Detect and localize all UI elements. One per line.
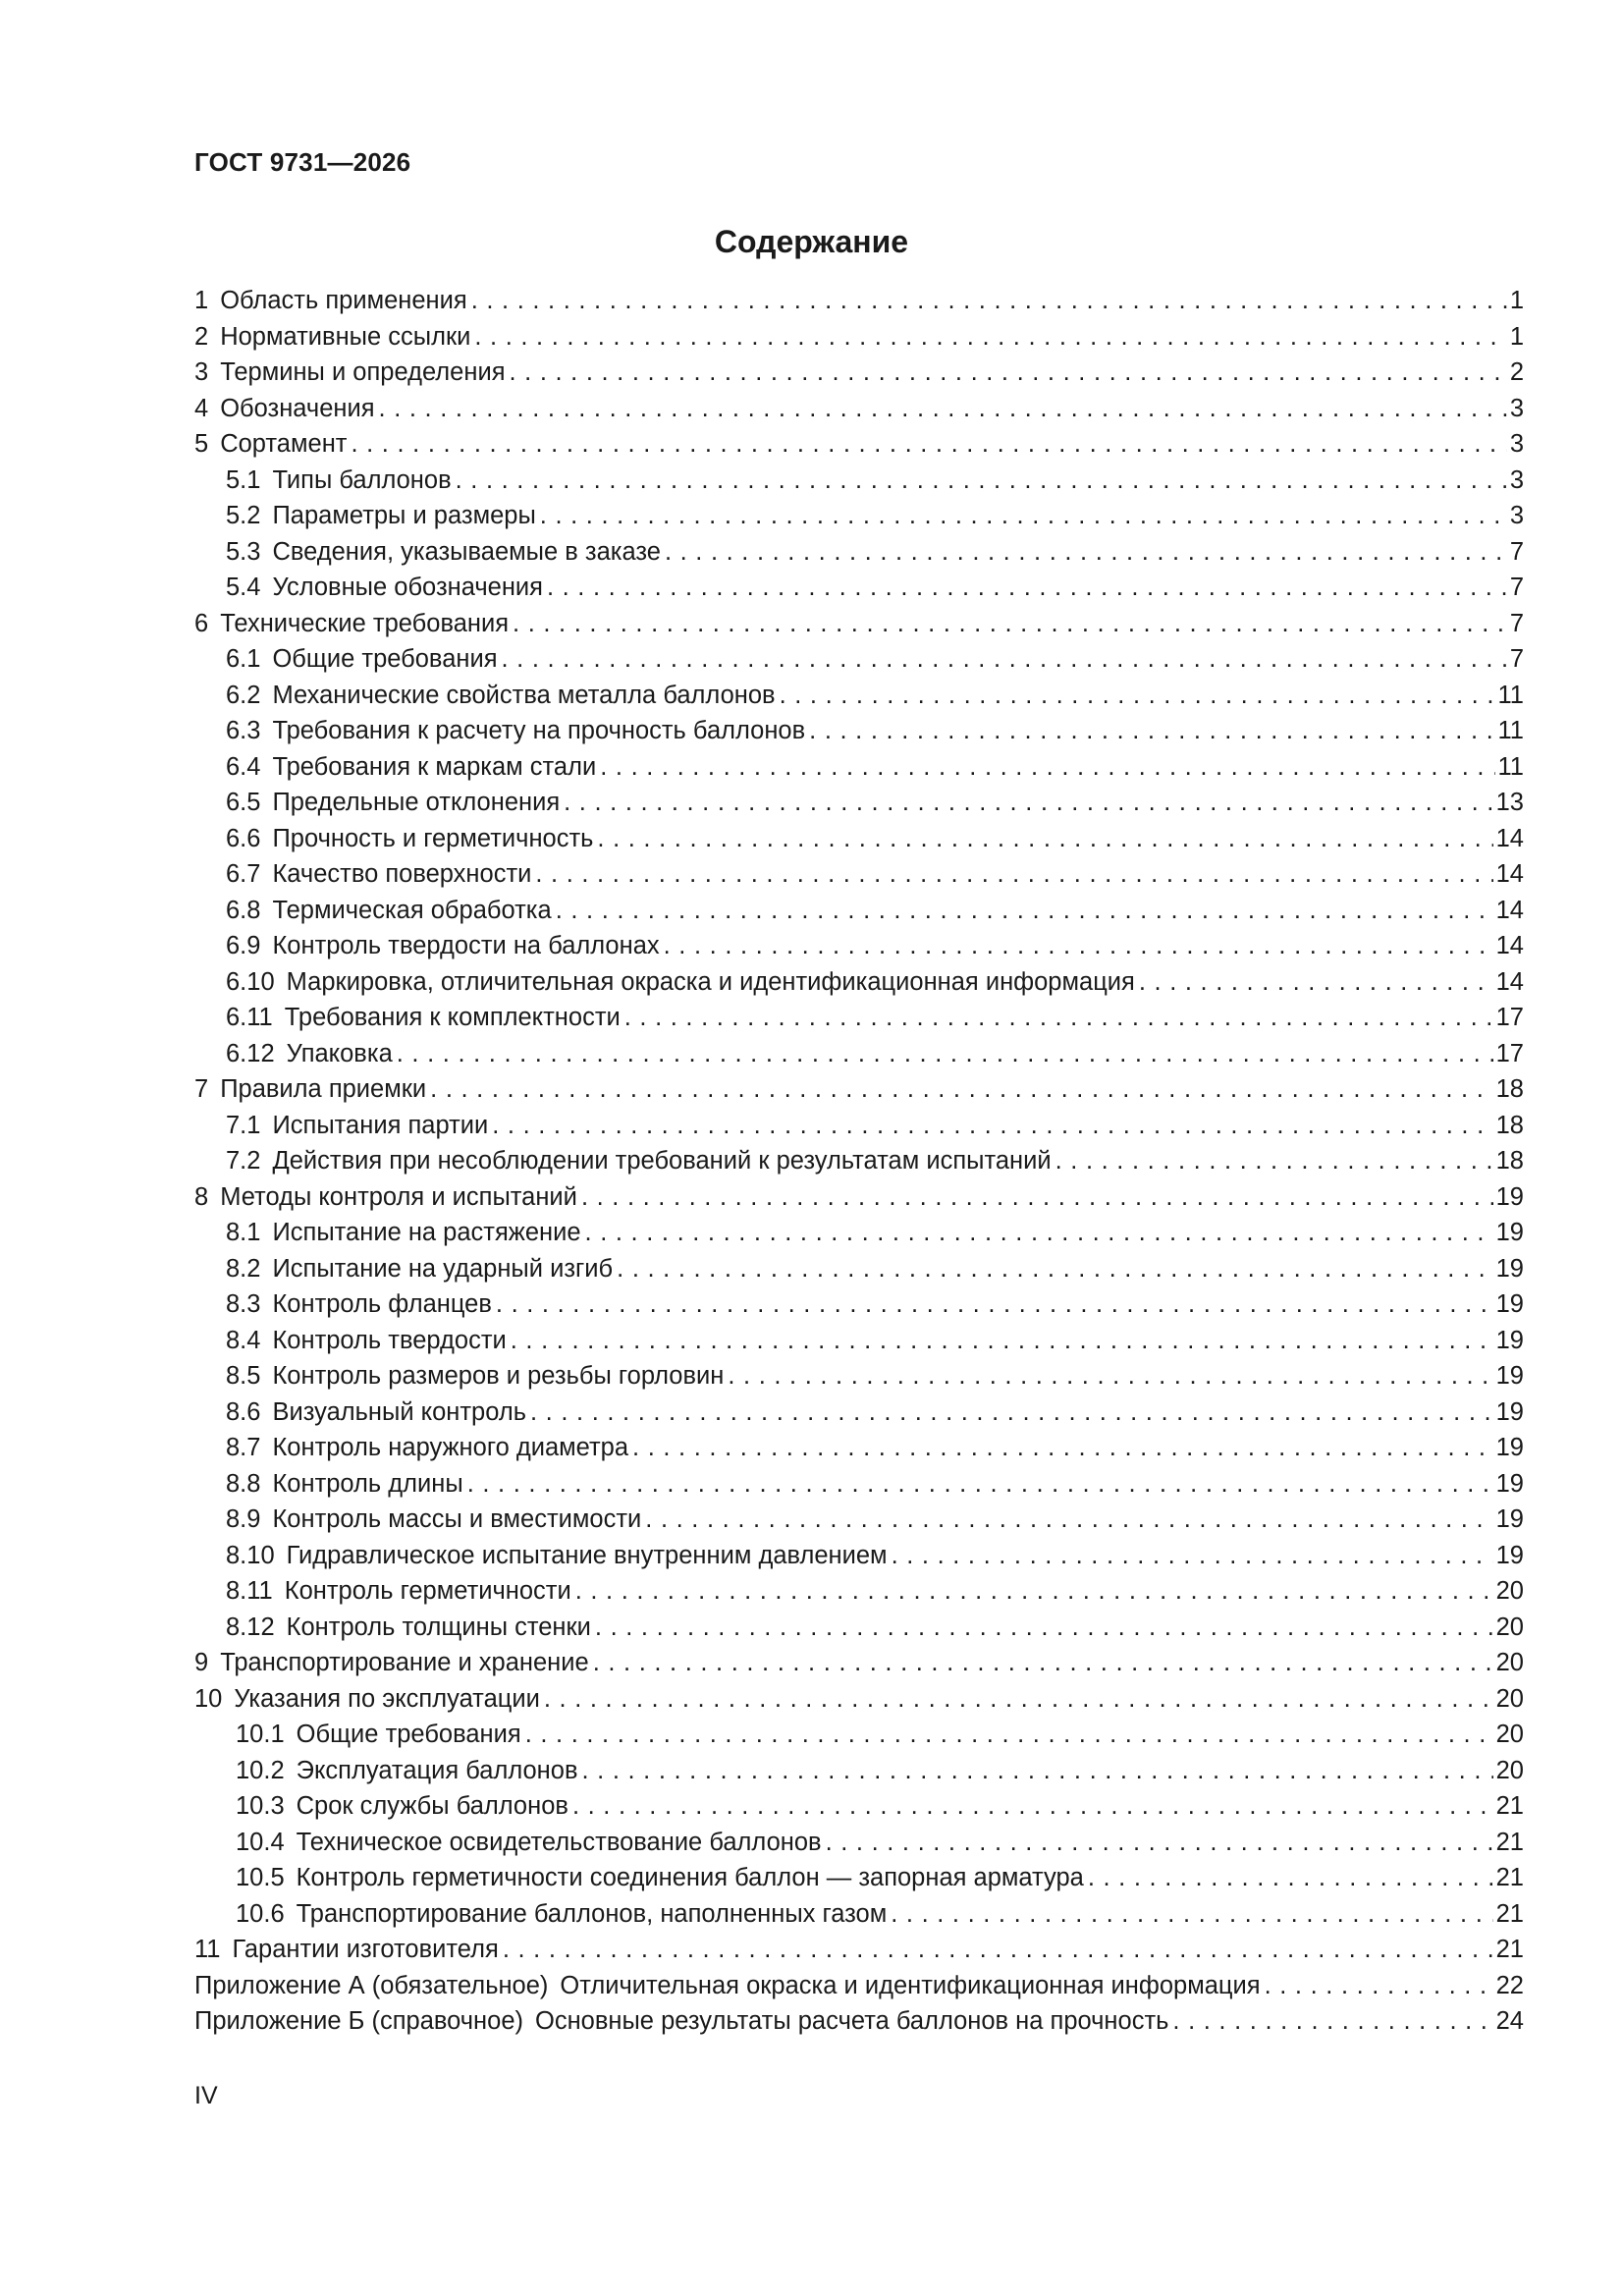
toc-entry[interactable] (194, 610, 1524, 646)
toc-entry-title (194, 287, 467, 315)
toc-entry-number: 6.12 (226, 1039, 275, 1067)
toc-entry-page: 19 (1495, 1397, 1524, 1426)
toc-leader-dots (1172, 2007, 1492, 2036)
toc-entry-number: 8.1 (226, 1219, 261, 1246)
toc-entry-page: 19 (1495, 1505, 1524, 1533)
toc-entry[interactable] (194, 645, 1524, 682)
toc-leader-dots (456, 466, 1507, 495)
toc-entry[interactable] (194, 1183, 1524, 1220)
toc-entry-label: Визуальный контроль (272, 1397, 527, 1426)
toc-entry[interactable] (194, 1255, 1524, 1291)
toc-entry-page: 21 (1495, 1864, 1524, 1891)
toc-entry-label: Транспортирование баллонов, наполненных газом (296, 1899, 888, 1928)
toc-entry-label: Типы баллонов (272, 465, 452, 494)
toc-entry[interactable] (194, 1004, 1524, 1040)
toc-entry-label: Контроль герметичности соединения баллон — запорная арматура (296, 1864, 1084, 1891)
toc-entry-label: Правила приемки (220, 1075, 427, 1103)
toc-entry-title (194, 430, 347, 459)
toc-entry[interactable] (194, 1685, 1524, 1722)
toc-entry-number: 6.10 (226, 967, 275, 996)
toc-entry[interactable] (194, 1613, 1524, 1650)
toc-entry-title (226, 466, 452, 495)
toc-entry-number: 10.6 (236, 1899, 285, 1928)
toc-entry-label: Контроль твердости на баллонах (272, 932, 660, 959)
toc-leader-dots (664, 932, 1493, 960)
toc-entry-label: Требования к комплектности (284, 1004, 621, 1031)
toc-entry-page: 11 (1497, 717, 1524, 744)
toc-entry-number: 6.7 (226, 860, 261, 888)
toc-entry-page: 19 (1495, 1362, 1524, 1390)
toc-entry-page: 21 (1495, 1792, 1524, 1820)
toc-entry-title (226, 1505, 641, 1534)
toc-entry-label: Параметры и размеры (272, 502, 536, 529)
toc-entry-page: 19 (1495, 1469, 1524, 1498)
toc-entry[interactable] (194, 574, 1524, 610)
toc-entry[interactable] (194, 1327, 1524, 1363)
toc-entry-number: 8.12 (226, 1613, 275, 1641)
toc-entry[interactable] (194, 1505, 1524, 1542)
toc-entry-title (226, 682, 776, 710)
toc-entry-title (226, 538, 661, 567)
toc-entry[interactable] (194, 717, 1524, 753)
toc-entry-title (236, 1864, 1084, 1892)
toc-entry-page: 17 (1495, 1004, 1524, 1031)
toc-leader-dots (575, 1577, 1493, 1606)
toc-entry-number: 8.6 (226, 1397, 261, 1426)
toc-leader-dots (809, 717, 1494, 745)
toc-entry-label: Действия при несоблюдении требований к результатам испытаний (272, 1147, 1052, 1175)
toc-leader-dots (624, 1004, 1493, 1032)
toc-entry-number: 8.2 (226, 1254, 261, 1283)
toc-entry-page: 7 (1509, 574, 1524, 601)
toc-entry-title (236, 1900, 887, 1929)
toc-entry-title (226, 968, 1135, 997)
toc-entry-page: 19 (1495, 1219, 1524, 1246)
toc-entry[interactable] (194, 1757, 1524, 1793)
toc-leader-dots (525, 1721, 1493, 1749)
toc-entry-number: 8.4 (226, 1326, 261, 1354)
toc-leader-dots (556, 897, 1493, 925)
toc-entry-title (226, 897, 552, 925)
toc-leader-dots (351, 430, 1506, 459)
toc-leader-dots (632, 1434, 1493, 1462)
toc-entry-label: Испытания партии (272, 1111, 489, 1139)
toc-entry-page: 20 (1495, 1684, 1524, 1713)
toc-entry-label: Контроль твердости (272, 1326, 507, 1354)
toc-leader-dots (530, 1398, 1493, 1427)
toc-entry-title (226, 825, 593, 853)
toc-leader-dots (471, 287, 1507, 315)
toc-entry[interactable] (194, 1649, 1524, 1685)
toc-entry[interactable] (194, 1792, 1524, 1829)
toc-entry-number: 5.1 (226, 465, 261, 494)
toc-entry-page: 1 (1509, 287, 1524, 314)
toc-entry-number: 8.8 (226, 1469, 261, 1498)
toc-entry-number: 6 (194, 609, 209, 637)
toc-leader-dots (593, 1649, 1493, 1677)
toc-leader-dots (397, 1040, 1493, 1068)
toc-entry-title (236, 1757, 578, 1785)
toc-entry-number: 7.2 (226, 1147, 261, 1175)
toc-entry-label: Качество поверхности (272, 860, 532, 888)
toc-entry-number: 8.5 (226, 1362, 261, 1390)
toc-entry-number: 9 (194, 1649, 209, 1676)
toc-entry-page: 7 (1509, 537, 1524, 566)
toc-entry-label: Контроль массы и вместимости (272, 1505, 642, 1533)
toc-entry-number: 5.4 (226, 574, 261, 601)
toc-title: Содержание (714, 224, 909, 259)
toc-entry-label: Транспортирование и хранение (220, 1649, 589, 1676)
toc-entry-label: Термины и определения (220, 358, 506, 386)
toc-entry[interactable] (194, 430, 1524, 466)
toc-entry-number: 8.9 (226, 1505, 261, 1533)
toc-entry-page: 7 (1509, 645, 1524, 673)
toc-entry-number: 10.3 (236, 1792, 285, 1820)
toc-entry-label: Контроль герметичности (284, 1577, 571, 1605)
toc-entry-number: 5.2 (226, 502, 261, 529)
toc-entry-number: 6.6 (226, 824, 261, 852)
toc-entry-number: 6.5 (226, 789, 261, 816)
toc-entry-page: 19 (1495, 1326, 1524, 1354)
toc-entry-label: Требования к маркам стали (272, 752, 597, 781)
toc-entry[interactable] (194, 1542, 1524, 1578)
toc-entry-label: Указания по эксплуатации (234, 1684, 540, 1713)
toc-entry[interactable] (194, 860, 1524, 897)
toc-leader-dots (1265, 1972, 1493, 2000)
toc-entry-number: 2 (194, 322, 209, 351)
toc-leader-dots (892, 1542, 1493, 1570)
toc-entry[interactable] (194, 502, 1524, 538)
toc-leader-dots (1139, 968, 1493, 997)
toc-leader-dots (467, 1470, 1493, 1499)
toc-leader-dots (891, 1900, 1492, 1929)
toc-entry-label: Прочность и герметичность (272, 824, 594, 852)
toc-entry-number: Приложение Б (справочное) (194, 2007, 523, 2035)
toc-entry-label: Нормативные ссылки (220, 322, 471, 351)
toc-entry-label: Испытание на ударный изгиб (272, 1254, 614, 1283)
toc-entry-label: Срок службы баллонов (296, 1792, 568, 1820)
toc-entry-page: 18 (1495, 1111, 1524, 1139)
toc-leader-dots (544, 1685, 1493, 1714)
toc-entry-title (226, 717, 805, 745)
toc-entry-title (226, 1290, 492, 1319)
toc-entry-title (194, 1183, 577, 1212)
toc-entry-number: 1 (194, 287, 209, 314)
toc-entry-page: 2 (1509, 358, 1524, 386)
toc-entry-title (226, 1434, 628, 1462)
toc-entry-number: 6.9 (226, 932, 261, 959)
table-of-contents (194, 287, 1524, 2044)
toc-entry-page: 20 (1495, 1613, 1524, 1641)
toc-entry-title (226, 1470, 463, 1499)
toc-entry-title (226, 1219, 581, 1247)
toc-entry[interactable] (194, 1219, 1524, 1255)
toc-entry[interactable] (194, 1936, 1524, 1972)
toc-entry[interactable] (194, 1290, 1524, 1327)
toc-leader-dots (540, 502, 1507, 530)
toc-entry-label: Условные обозначения (272, 574, 543, 601)
toc-entry-page: 3 (1509, 394, 1524, 422)
toc-entry-title (226, 1362, 724, 1391)
toc-entry-title (226, 1398, 526, 1427)
toc-entry-page: 20 (1495, 1649, 1524, 1676)
toc-entry-page: 14 (1495, 967, 1524, 996)
toc-entry-label: Испытание на растяжение (272, 1219, 581, 1246)
toc-leader-dots (582, 1757, 1493, 1785)
toc-entry-title (194, 323, 470, 352)
toc-entry-number: 10.5 (236, 1864, 285, 1891)
toc-leader-dots (728, 1362, 1492, 1391)
toc-entry-page: 3 (1509, 465, 1524, 494)
toc-entry[interactable] (194, 395, 1524, 431)
toc-entry[interactable] (194, 682, 1524, 718)
toc-entry[interactable] (194, 1829, 1524, 1865)
toc-entry-title (194, 358, 506, 387)
toc-entry-page: 19 (1495, 1182, 1524, 1211)
toc-entry-page: 14 (1495, 860, 1524, 888)
toc-entry-page: 21 (1495, 1899, 1524, 1928)
toc-leader-dots (513, 610, 1507, 638)
toc-entry-title (194, 1936, 499, 1964)
toc-entry-page: 19 (1495, 1254, 1524, 1283)
toc-leader-dots (1088, 1864, 1493, 1892)
toc-entry-page: 19 (1495, 1290, 1524, 1318)
toc-leader-dots (585, 1219, 1493, 1247)
toc-leader-dots (780, 682, 1495, 710)
toc-leader-dots (645, 1505, 1492, 1534)
toc-entry-label: Упаковка (286, 1039, 393, 1067)
toc-entry-page: 19 (1495, 1541, 1524, 1569)
toc-entry-number: 6.11 (226, 1004, 273, 1031)
toc-entry[interactable] (194, 1112, 1524, 1148)
toc-entry-label: Контроль длины (272, 1469, 463, 1498)
toc-entry[interactable] (194, 1398, 1524, 1435)
toc-entry[interactable] (194, 323, 1524, 359)
toc-entry-page: 18 (1495, 1075, 1524, 1103)
toc-entry-page: 20 (1495, 1721, 1524, 1748)
toc-entry-page: 21 (1495, 1828, 1524, 1856)
toc-entry[interactable] (194, 1864, 1524, 1900)
toc-entry-number: 10.2 (236, 1756, 285, 1784)
toc-leader-dots (492, 1112, 1492, 1140)
toc-entry-page: 20 (1495, 1756, 1524, 1784)
toc-entry-title (226, 789, 560, 817)
toc-entry-page: 19 (1495, 1434, 1524, 1461)
toc-entry-page: 22 (1495, 1971, 1524, 1999)
toc-entry[interactable] (194, 2007, 1524, 2044)
toc-entry-label: Методы контроля и испытаний (220, 1182, 577, 1211)
toc-entry-number: 6.4 (226, 752, 261, 781)
toc-entry-title (226, 1327, 507, 1355)
toc-entry-number: 4 (194, 394, 209, 422)
toc-entry-title (194, 1649, 589, 1677)
toc-entry-title (226, 753, 596, 782)
toc-leader-dots (474, 323, 1506, 352)
toc-entry-page: 11 (1497, 752, 1524, 781)
toc-entry-number: 8.3 (226, 1290, 261, 1318)
toc-leader-dots (510, 358, 1507, 387)
toc-entry[interactable] (194, 1040, 1524, 1076)
toc-entry-label: Основные результаты расчета баллонов на прочность (535, 2007, 1169, 2035)
toc-entry-number: 10 (194, 1684, 223, 1713)
toc-entry[interactable] (194, 897, 1524, 933)
toc-entry-label: Сведения, указываемые в заказе (272, 537, 661, 566)
toc-entry-number: 11 (194, 1936, 221, 1963)
toc-entry[interactable] (194, 1147, 1524, 1183)
toc-entry-number: 10.4 (236, 1828, 285, 1856)
toc-entry-number: 6.3 (226, 717, 261, 744)
toc-entry-title (194, 1685, 540, 1714)
toc-leader-dots (535, 860, 1492, 889)
toc-entry-title (236, 1721, 521, 1749)
toc-entry-label: Эксплуатация баллонов (296, 1756, 578, 1784)
toc-entry-page: 14 (1495, 824, 1524, 852)
toc-leader-dots (1055, 1147, 1493, 1175)
toc-leader-dots (572, 1792, 1493, 1821)
toc-entry-number: 10.1 (236, 1721, 285, 1748)
toc-entry-title (226, 1542, 888, 1570)
toc-entry-title (226, 1040, 393, 1068)
toc-entry-title (226, 1147, 1052, 1175)
toc-entry-label: Обозначения (220, 394, 375, 422)
toc-entry-page: 24 (1495, 2007, 1524, 2035)
toc-entry-number: 8.7 (226, 1434, 261, 1461)
toc-entry-label: Маркировка, отличительная окраска и идентификационная информация (286, 967, 1135, 996)
toc-leader-dots (511, 1327, 1493, 1355)
toc-entry-title (194, 1075, 426, 1104)
toc-leader-dots (564, 789, 1492, 817)
toc-entry[interactable] (194, 1972, 1524, 2008)
toc-entry-number: 8 (194, 1182, 209, 1211)
toc-entry-title (194, 610, 509, 638)
toc-entry-title (226, 860, 531, 889)
toc-entry-title (194, 395, 375, 423)
toc-entry[interactable] (194, 968, 1524, 1005)
toc-entry-title (226, 645, 498, 674)
toc-entry-page: 18 (1495, 1147, 1524, 1175)
toc-entry-label: Контроль размеров и резьбы горловин (272, 1362, 725, 1390)
toc-entry-label: Контроль наружного диаметра (272, 1434, 629, 1461)
page-number: IV (194, 2082, 218, 2109)
toc-entry-number: Приложение А (обязательное) (194, 1971, 549, 1999)
toc-entry-number: 7 (194, 1075, 209, 1103)
toc-entry-title (194, 2007, 1168, 2036)
toc-entry[interactable] (194, 753, 1524, 790)
toc-entry-title (236, 1829, 822, 1857)
toc-entry-label: Контроль фланцев (272, 1290, 492, 1318)
toc-entry[interactable] (194, 1577, 1524, 1613)
document-code: ГОСТ 9731—2026 (194, 147, 411, 177)
toc-leader-dots (597, 825, 1492, 853)
toc-entry-number: 8.11 (226, 1577, 273, 1605)
toc-entry-page: 3 (1509, 430, 1524, 458)
toc-entry-page: 14 (1495, 932, 1524, 959)
toc-leader-dots (502, 645, 1507, 674)
toc-entry-title (226, 932, 660, 960)
toc-leader-dots (547, 574, 1507, 602)
toc-entry-label: Общие требования (272, 645, 498, 673)
toc-entry[interactable] (194, 1075, 1524, 1112)
toc-entry-page: 3 (1509, 502, 1524, 529)
toc-entry-number: 6.2 (226, 681, 261, 709)
toc-entry[interactable] (194, 1721, 1524, 1757)
toc-leader-dots (496, 1290, 1493, 1319)
toc-entry-number: 7.1 (226, 1111, 261, 1139)
toc-entry[interactable] (194, 825, 1524, 861)
toc-entry[interactable] (194, 287, 1524, 323)
toc-entry[interactable] (194, 1900, 1524, 1937)
toc-leader-dots (503, 1936, 1493, 1964)
toc-entry-label: Гидравлическое испытание внутренним давлением (286, 1541, 888, 1569)
toc-entry-page: 13 (1495, 789, 1524, 816)
toc-entry[interactable] (194, 1434, 1524, 1470)
toc-entry-label: Техническое освидетельствование баллонов (296, 1828, 822, 1856)
toc-entry[interactable] (194, 789, 1524, 825)
toc-entry-label: Общие требования (296, 1721, 521, 1748)
toc-leader-dots (595, 1613, 1493, 1642)
toc-entry-page: 17 (1495, 1039, 1524, 1067)
toc-entry-label: Предельные отклонения (272, 789, 561, 816)
toc-entry-title (226, 1255, 613, 1284)
toc-entry-number: 6.8 (226, 896, 261, 924)
toc-entry-page: 21 (1495, 1936, 1524, 1963)
toc-entry-label: Гарантии изготовителя (232, 1936, 499, 1963)
toc-entry-page: 14 (1495, 896, 1524, 924)
toc-entry-label: Требования к расчету на прочность баллонов (272, 717, 806, 744)
toc-entry-label: Отличительная окраска и идентификационная информация (560, 1971, 1261, 1999)
toc-leader-dots (617, 1255, 1492, 1284)
toc-entry-number: 3 (194, 358, 209, 386)
toc-entry-page: 1 (1509, 322, 1524, 351)
toc-entry[interactable] (194, 932, 1524, 968)
toc-entry-number: 8.10 (226, 1541, 275, 1569)
toc-entry[interactable] (194, 1470, 1524, 1506)
toc-entry-title (226, 1577, 571, 1606)
toc-entry-label: Область применения (220, 287, 467, 314)
toc-entry-number: 5 (194, 430, 209, 458)
toc-entry-page: 7 (1509, 609, 1524, 637)
toc-entry-label: Сортамент (220, 430, 348, 458)
toc-entry-title (236, 1792, 568, 1821)
toc-entry[interactable] (194, 1362, 1524, 1398)
toc-entry[interactable] (194, 358, 1524, 395)
toc-entry-number: 6.1 (226, 645, 261, 673)
toc-entry-title (226, 502, 536, 530)
toc-entry-title (226, 1112, 488, 1140)
toc-entry-label: Механические свойства металла баллонов (272, 681, 776, 709)
toc-entry[interactable] (194, 538, 1524, 574)
toc-entry-label: Технические требования (220, 609, 510, 637)
toc-entry-page: 11 (1497, 681, 1524, 709)
toc-entry-title (226, 1613, 591, 1642)
toc-entry-number: 5.3 (226, 537, 261, 566)
toc-leader-dots (379, 395, 1507, 423)
toc-entry[interactable] (194, 466, 1524, 503)
toc-entry-title (194, 1972, 1261, 2000)
toc-entry-label: Термическая обработка (272, 896, 552, 924)
toc-leader-dots (826, 1829, 1493, 1857)
toc-entry-title (226, 1004, 621, 1032)
toc-leader-dots (665, 538, 1507, 567)
toc-leader-dots (430, 1075, 1492, 1104)
toc-entry-page: 20 (1495, 1577, 1524, 1605)
toc-leader-dots (581, 1183, 1493, 1212)
toc-leader-dots (600, 753, 1494, 782)
toc-entry-label: Контроль толщины стенки (286, 1613, 591, 1641)
toc-entry-title (226, 574, 543, 602)
